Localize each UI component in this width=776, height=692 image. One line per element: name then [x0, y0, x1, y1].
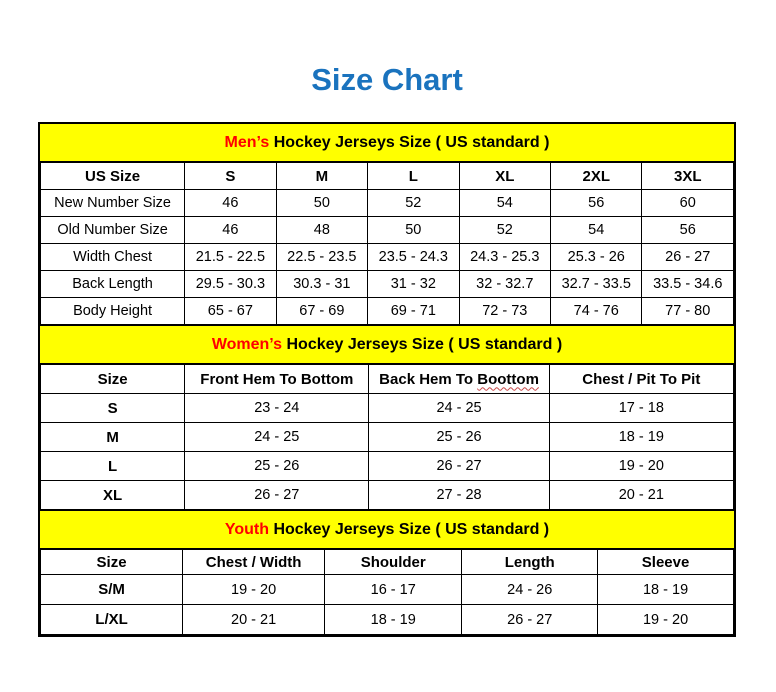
table-row	[41, 452, 734, 481]
column-header: 2XL	[551, 163, 642, 190]
row-label: Old Number Size	[41, 217, 185, 244]
mens-banner-text: Hockey Jerseys Size ( US standard )	[273, 134, 550, 151]
row-label: M	[41, 423, 185, 452]
table-row	[41, 190, 734, 217]
value-cell: 17 - 18	[549, 394, 733, 423]
page-title: Size Chart	[311, 62, 463, 97]
youth-banner-highlight: Youth	[224, 521, 269, 538]
column-header: Front Hem To Bottom	[185, 365, 369, 394]
table-row	[41, 423, 734, 452]
value-cell: 67 - 69	[276, 298, 367, 325]
row-label: L/XL	[41, 605, 183, 635]
row-label: Body Height	[41, 298, 185, 325]
value-cell: 56	[642, 217, 734, 244]
value-cell: 25 - 26	[185, 452, 369, 481]
size-chart	[38, 122, 736, 637]
value-cell: 21.5 - 22.5	[185, 244, 276, 271]
mens-section	[40, 124, 734, 325]
column-header: Size	[41, 365, 185, 394]
value-cell: 24 - 25	[369, 394, 549, 423]
column-header: 3XL	[642, 163, 734, 190]
value-cell: 25.3 - 26	[551, 244, 642, 271]
column-header: Size	[41, 550, 183, 575]
value-cell: 52	[459, 217, 550, 244]
value-cell: 19 - 20	[598, 605, 734, 635]
column-header: Shoulder	[325, 550, 462, 575]
youth-table	[40, 549, 734, 635]
row-label: Width Chest	[41, 244, 185, 271]
column-header: M	[276, 163, 367, 190]
header-row	[41, 163, 734, 190]
value-cell: 54	[551, 217, 642, 244]
table-row	[41, 271, 734, 298]
row-label: S	[41, 394, 185, 423]
value-cell: 26 - 27	[642, 244, 734, 271]
row-label: L	[41, 452, 185, 481]
table-row	[41, 298, 734, 325]
womens-section	[40, 325, 734, 510]
value-cell: 31 - 32	[368, 271, 459, 298]
value-cell: 27 - 28	[369, 481, 549, 510]
table-row	[41, 394, 734, 423]
row-label: S/M	[41, 575, 183, 605]
value-cell: 20 - 21	[549, 481, 733, 510]
value-cell: 60	[642, 190, 734, 217]
column-header: US Size	[41, 163, 185, 190]
row-label: Back Length	[41, 271, 185, 298]
table-row	[41, 575, 734, 605]
column-header: XL	[459, 163, 550, 190]
value-cell: 52	[368, 190, 459, 217]
value-cell: 26 - 27	[462, 605, 598, 635]
column-header: Sleeve	[598, 550, 734, 575]
value-cell: 48	[276, 217, 367, 244]
value-cell: 56	[551, 190, 642, 217]
table-row	[41, 244, 734, 271]
value-cell: 24.3 - 25.3	[459, 244, 550, 271]
column-header: Back Hem To Boottom	[369, 365, 549, 394]
value-cell: 32.7 - 33.5	[551, 271, 642, 298]
value-cell: 77 - 80	[642, 298, 734, 325]
value-cell: 24 - 25	[185, 423, 369, 452]
value-cell: 25 - 26	[369, 423, 549, 452]
value-cell: 19 - 20	[183, 575, 325, 605]
women-table	[40, 364, 734, 510]
men-table	[40, 162, 734, 325]
value-cell: 69 - 71	[368, 298, 459, 325]
table-row	[41, 605, 734, 635]
value-cell: 46	[185, 190, 276, 217]
misspelled-word: Boottom	[477, 370, 539, 388]
column-header: S	[185, 163, 276, 190]
womens-banner	[40, 325, 734, 364]
value-cell: 19 - 20	[549, 452, 733, 481]
value-cell: 32 - 32.7	[459, 271, 550, 298]
mens-banner-highlight: Men’s	[224, 134, 270, 151]
value-cell: 26 - 27	[185, 481, 369, 510]
youth-banner	[40, 510, 734, 549]
table-row	[41, 481, 734, 510]
value-cell: 22.5 - 23.5	[276, 244, 367, 271]
value-cell: 30.3 - 31	[276, 271, 367, 298]
value-cell: 18 - 19	[549, 423, 733, 452]
value-cell: 50	[368, 217, 459, 244]
value-cell: 65 - 67	[185, 298, 276, 325]
header-row	[41, 550, 734, 575]
value-cell: 29.5 - 30.3	[185, 271, 276, 298]
value-cell: 50	[276, 190, 367, 217]
row-label: New Number Size	[41, 190, 185, 217]
womens-banner-highlight: Women’s	[211, 336, 283, 353]
value-cell: 46	[185, 217, 276, 244]
table-row	[41, 217, 734, 244]
value-cell: 23 - 24	[185, 394, 369, 423]
value-cell: 20 - 21	[183, 605, 325, 635]
value-cell: 74 - 76	[551, 298, 642, 325]
value-cell: 18 - 19	[598, 575, 734, 605]
value-cell: 18 - 19	[325, 605, 462, 635]
header-row	[41, 365, 734, 394]
value-cell: 16 - 17	[325, 575, 462, 605]
value-cell: 23.5 - 24.3	[368, 244, 459, 271]
column-header: Chest / Pit To Pit	[549, 365, 733, 394]
mens-banner	[40, 124, 734, 162]
youth-banner-text: Hockey Jerseys Size ( US standard )	[273, 521, 550, 538]
value-cell: 54	[459, 190, 550, 217]
row-label: XL	[41, 481, 185, 510]
value-cell: 33.5 - 34.6	[642, 271, 734, 298]
column-header: Length	[462, 550, 598, 575]
value-cell: 24 - 26	[462, 575, 598, 605]
value-cell: 72 - 73	[459, 298, 550, 325]
column-header: L	[368, 163, 459, 190]
value-cell: 26 - 27	[369, 452, 549, 481]
womens-banner-text: Hockey Jerseys Size ( US standard )	[286, 336, 563, 353]
youth-section	[40, 510, 734, 635]
column-header: Chest / Width	[183, 550, 325, 575]
